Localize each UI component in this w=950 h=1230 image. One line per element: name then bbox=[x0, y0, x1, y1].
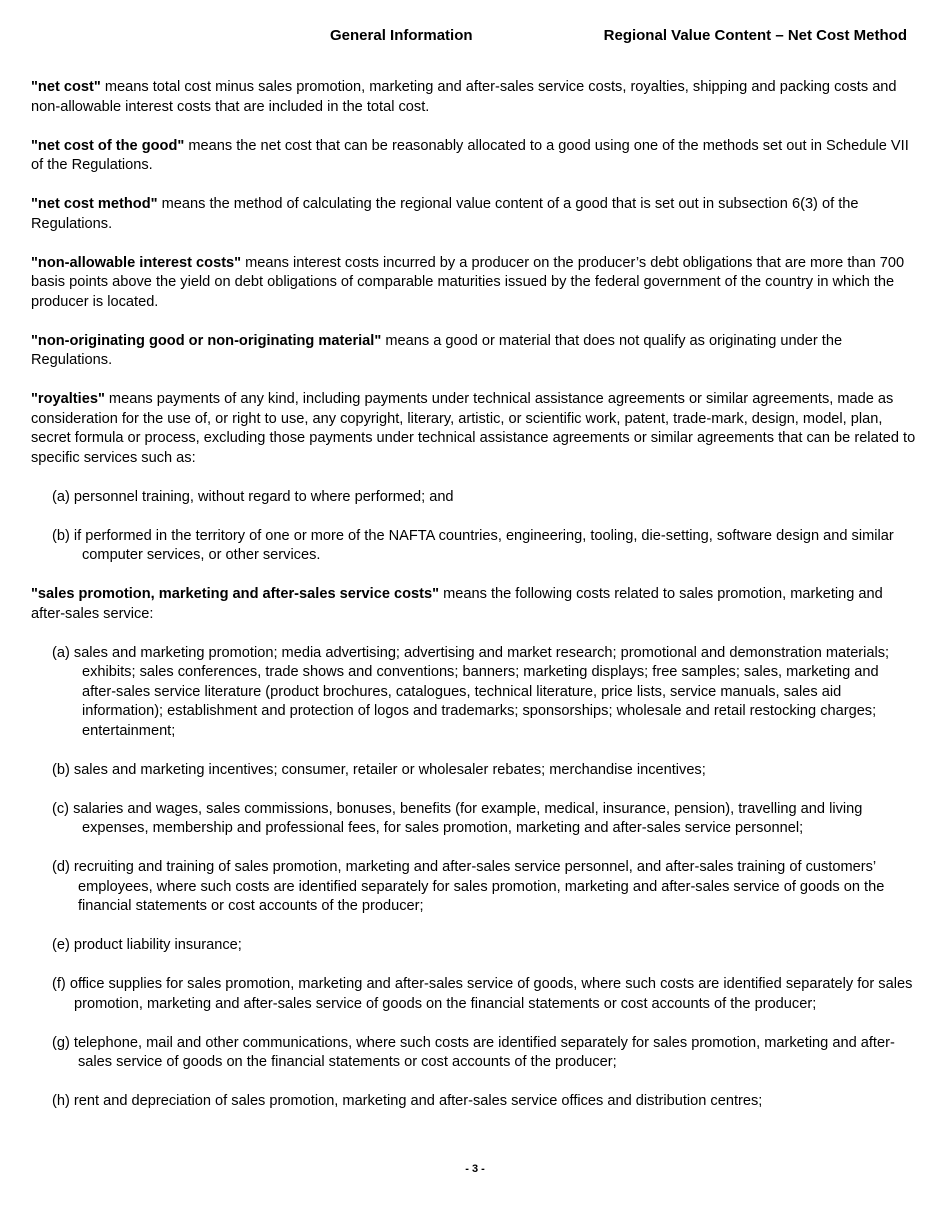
sales-item-e: (e) product liability insurance; bbox=[52, 937, 242, 953]
definition-term: "net cost of the good" bbox=[31, 137, 185, 154]
definition-text: means the following costs related to sales promotion, marketing and after-sales service: bbox=[31, 586, 883, 622]
definition-term: "non-originating good or non-originating material" bbox=[31, 332, 382, 349]
definition-net-cost bbox=[31, 78, 916, 117]
sales-item-c: (c) salaries and wages, sales commissions, bonuses, benefits (for example, medical, insurance, pension), travelling and living expenses, membership and professional fees, for sales promotion, marketing and after-sales service personnel; bbox=[52, 800, 863, 836]
definition-net-cost-of-good bbox=[31, 137, 916, 176]
definition-text: means total cost minus sales promotion, marketing and after-sales service costs, royalties, shipping and packing costs and non-allowable interest costs that are included in the total cost. bbox=[31, 79, 897, 115]
definition-term: "net cost" bbox=[31, 79, 101, 95]
sales-item-b: (b) sales and marketing incentives; consumer, retailer or wholesaler rebates; merchandise incentives; bbox=[52, 761, 706, 778]
header-topic-title: Regional Value Content – Net Cost Method bbox=[603, 27, 907, 44]
sales-item-d: (d) recruiting and training of sales promotion, marketing and after-sales service personnel, and after-sales training of customers’ employees, where such costs are identified separately for sales promotion, marketing and after-sales service of goods on the financial statements or cost accounts of the producer; bbox=[52, 859, 885, 914]
sales-item-a: (a) sales and marketing promotion; media advertising; advertising and market research; promotional and demonstration materials; exhibits; sales conferences, trade shows and conventions; banners; marketing displays; free samples; sales, marketing and after-sales service literature (product brochures, catalogues, technical literature, price lists, service manuals, sales aid information); establishment and protection of logos and trademarks; sponsorships; wholesale and retail restocking charges; entertainment; bbox=[52, 644, 890, 739]
definition-text: means the net cost that can be reasonably allocated to a good using one of the methods set out in Schedule VII of the Regulations. bbox=[31, 137, 909, 173]
document-body bbox=[31, 78, 916, 1131]
definition-term: "net cost method" bbox=[31, 196, 158, 212]
definition-sales-promotion-costs bbox=[31, 585, 916, 624]
definition-net-cost-method bbox=[31, 195, 916, 234]
definition-text: means the method of calculating the regional value content of a good that is set out in subsection 6(3) of the Regulations. bbox=[31, 196, 859, 232]
page-number: - 3 - bbox=[465, 1163, 485, 1175]
header-section-title: General Information bbox=[330, 27, 473, 44]
definition-non-allowable-interest bbox=[31, 254, 916, 313]
definition-text: means a good or material that does not qualify as originating under the Regulations. bbox=[31, 332, 843, 368]
definition-term: "non-allowable interest costs" bbox=[31, 254, 242, 271]
royalties-item-a: (a) personnel training, without regard to where performed; and bbox=[52, 488, 454, 505]
definition-term: "royalties" bbox=[31, 391, 105, 407]
sales-item-h: (h) rent and depreciation of sales promotion, marketing and after-sales service offices and distribution centres; bbox=[52, 1093, 763, 1109]
sales-item-f: (f) office supplies for sales promotion, marketing and after-sales service of goods, where such costs are identified separately for sales promotion, marketing and after-sales service of goods on the financial statements or cost accounts of the producer; bbox=[52, 976, 913, 1012]
definition-non-originating bbox=[31, 332, 916, 371]
definition-text: means interest costs incurred by a producer on the producer’s debt obligations that are more than 700 basis points above the yield on debt obligations of comparable maturities issued by the federal government of the country in which the producer is located. bbox=[31, 254, 905, 310]
definition-term: "sales promotion, marketing and after-sales service costs" bbox=[31, 586, 440, 602]
royalties-item-b: (b) if performed in the territory of one or more of the NAFTA countries, engineering, tooling, die-setting, software design and similar computer services, or other services. bbox=[52, 527, 894, 563]
sales-item-g: (g) telephone, mail and other communications, where such costs are identified separately for sales promotion, marketing and after-sales service of goods on the financial statements or cost accounts of the producer; bbox=[52, 1034, 895, 1070]
definition-royalties bbox=[31, 390, 916, 468]
definition-text: means payments of any kind, including payments under technical assistance agreements or similar agreements, made as consideration for the use of, or right to use, any copyright, literary, artistic, or scientific work, patent, trade-mark, design, model, plan, secret formula or process, excluding those payments under technical assistance agreements or similar agreements that can be related to specific services such as: bbox=[31, 391, 916, 466]
page-header bbox=[0, 26, 950, 48]
